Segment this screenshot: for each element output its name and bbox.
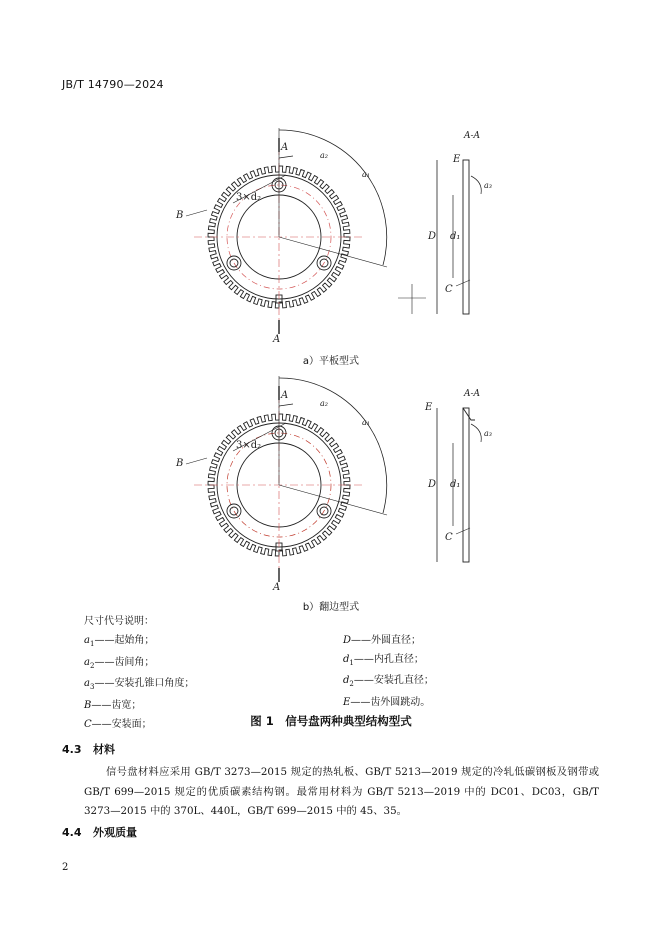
label-a2: a₂	[320, 151, 328, 160]
legend-item	[343, 672, 434, 694]
legend-symbol: B	[84, 700, 92, 712]
legend-description: ——起始角；	[94, 635, 155, 646]
page-number: 2	[62, 862, 69, 873]
tooth-angle-arc	[279, 404, 293, 406]
label-hole-spec: 3×d₂	[236, 192, 262, 203]
figure-a-drawing	[0, 120, 662, 350]
legend-description: ——齿外圆跳动。	[350, 697, 431, 709]
tooth-width-leader	[186, 458, 207, 464]
section-4-4-heading	[62, 824, 137, 840]
section-number: 4.4	[62, 826, 82, 839]
legend-subscript: 3	[89, 683, 95, 692]
start-angle-leader	[279, 485, 387, 515]
label-B: B	[176, 210, 184, 221]
legend-title: 尺寸代号说明：	[84, 616, 154, 627]
section-label-bottom: A	[273, 582, 281, 593]
section-number: 4.3	[62, 743, 82, 756]
section-view-title: A-A	[464, 389, 481, 399]
legend-symbol: a	[84, 635, 90, 646]
cone-angle-arc	[471, 176, 481, 194]
legend-symbol: d	[343, 653, 350, 665]
legend-description: ——内孔直径；	[353, 653, 424, 665]
legend-right-column	[343, 632, 434, 713]
legend-item	[343, 694, 434, 713]
label-a1: a₁	[362, 418, 370, 427]
legend-subscript: 1	[349, 658, 354, 667]
label-d1: d₁	[450, 231, 461, 242]
section-label-top: A	[281, 142, 289, 153]
standard-code: JB/T 14790—2024	[62, 78, 164, 91]
legend-item	[343, 651, 434, 673]
legend-symbol: d	[343, 675, 350, 687]
legend-symbol: D	[343, 635, 352, 646]
plate-section	[463, 408, 469, 562]
section-4-3-paragraph: 信号盘材料应采用 GB/T 3273—2015 规定的热轧板、GB/T 5213—2019 规定的冷轧低碳钢板及钢带或 GB/T 699—2015 规定的优质碳素结构钢。最常用材料为 GB/T 5213—2019 中的 DC01、DC03，GB/T 3273—2015 中的 370L、440L，GB/T 699—2015 中的 45、35。	[84, 766, 599, 817]
section-title: 外观质量	[93, 826, 137, 839]
figure-b-caption: b）翻边型式	[302, 602, 360, 613]
legend-item	[84, 632, 194, 654]
legend-description: ——安装孔直径；	[353, 675, 434, 687]
cone-angle-arc	[471, 424, 481, 442]
label-a1: a₁	[362, 170, 370, 179]
label-B: B	[176, 458, 184, 469]
figure-title: 图 1 信号盘两种典型结构型式	[250, 714, 412, 728]
figure-b-drawing	[0, 368, 662, 598]
label-D: D	[428, 231, 437, 242]
legend-item	[84, 675, 194, 697]
legend-subscript: 2	[349, 680, 354, 689]
legend-symbol: C	[84, 718, 92, 730]
tooth-angle-arc	[279, 156, 293, 158]
section-label-top: A	[281, 390, 289, 401]
legend-subscript: 2	[89, 661, 95, 670]
section-4-3-heading	[62, 741, 115, 757]
label-D: D	[428, 479, 437, 490]
label-a2: a₂	[320, 399, 328, 408]
legend-subscript: 1	[89, 640, 95, 648]
section-title: 材料	[93, 743, 115, 756]
legend-item	[84, 654, 194, 676]
legend-symbol: a	[84, 678, 90, 690]
tooth-width-leader	[186, 210, 207, 216]
label-hole-spec: 3×d₂	[236, 440, 262, 451]
label-E: E	[425, 402, 433, 413]
label-C: C	[445, 532, 453, 543]
start-angle-leader	[279, 237, 387, 267]
label-E: E	[453, 154, 461, 165]
plate-section	[463, 160, 469, 314]
legend-item	[343, 632, 434, 651]
legend-description: ——齿间角；	[94, 656, 155, 668]
legend-description: ——外圆直径；	[351, 635, 422, 646]
figure-a-caption: a）平板型式	[302, 356, 360, 367]
legend-description: ——齿宽；	[91, 700, 142, 712]
legend-symbol: a	[84, 656, 90, 668]
label-C: C	[445, 284, 453, 295]
section-view-title: A-A	[464, 131, 481, 141]
label-a3: a₃	[484, 429, 492, 438]
legend-description: ——安装面；	[91, 718, 152, 730]
legend-symbol: E	[343, 697, 351, 709]
label-a3: a₃	[484, 181, 492, 190]
section-label-bottom: A	[273, 334, 281, 345]
legend-description: ——安装孔锥口角度；	[94, 678, 195, 690]
label-d1: d₁	[450, 479, 461, 490]
